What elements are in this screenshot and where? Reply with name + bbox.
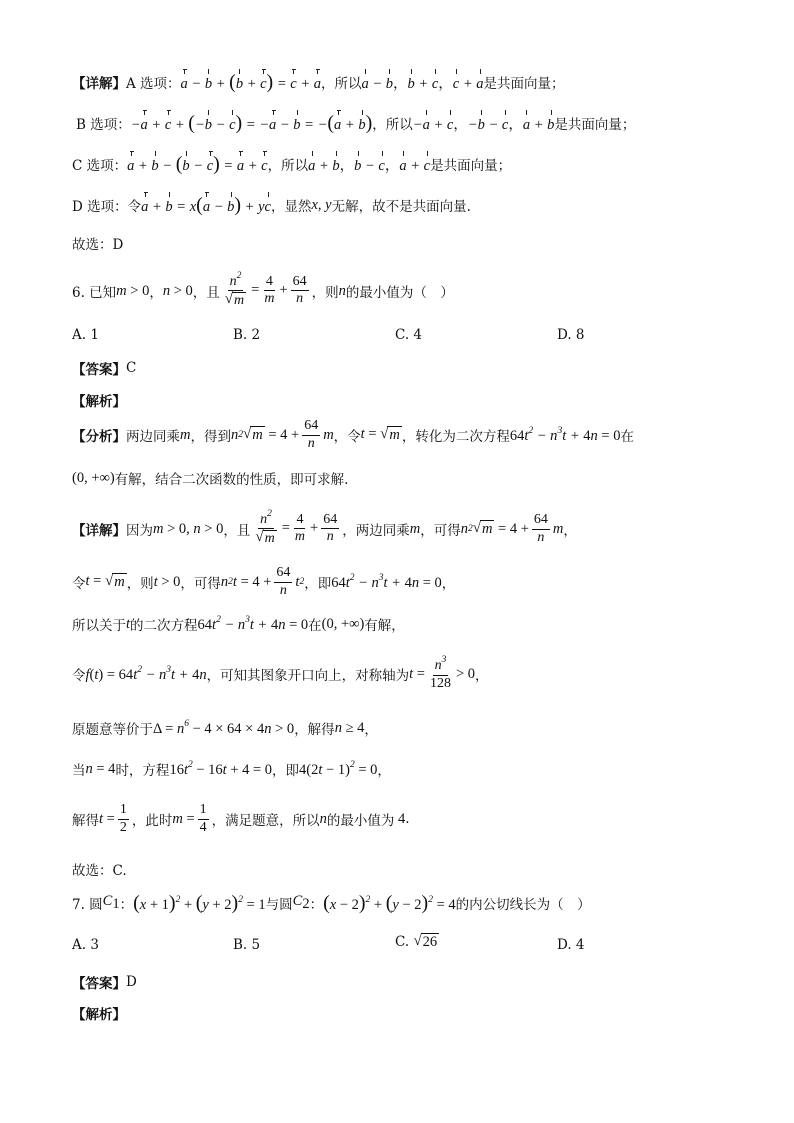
q5-conclusion [72, 233, 123, 253]
q6-option-b: B. 2 [233, 327, 261, 343]
analysis-label-2: 【解析】 [72, 1007, 126, 1023]
q5-d-prefix: D 选项：令 [72, 199, 142, 215]
q6-d6-c: ，即 [272, 763, 300, 779]
q5-d-xy: x, y [311, 196, 332, 213]
q6-d6-a: 当 [72, 763, 86, 779]
q6-d6-square: $4(2t - 1)^2 = 0$ [299, 759, 378, 778]
q6-d4-a: 令 [72, 668, 86, 684]
q5-c-so: ，所以 [267, 158, 309, 174]
q6-d1-c: ，两边同乘 [342, 523, 410, 539]
q6-d6-n4: n = 4 [85, 760, 116, 777]
q6-option-d: D. 8 [557, 327, 585, 343]
q6-stem-end: 的最小值为（ ） [345, 285, 454, 301]
q6-analysis-text-e: 在 [620, 429, 634, 445]
q6-d7-m: m = $\frac{1}{4}$ [172, 801, 207, 835]
q6-d3-a: 所以关于 [72, 618, 126, 634]
q5-d-tail: ，显然 [270, 199, 312, 215]
q6-d2-d: ，即 [304, 576, 332, 592]
q6-option-c: C. 4 [395, 327, 423, 343]
q6-d7-var-n: n [319, 810, 327, 827]
q7-circle-c2-name: $C_2$ [292, 893, 310, 912]
q6-stem-prefix: 6. 已知 [72, 285, 117, 301]
q6-d3-var-t: t [126, 615, 131, 632]
q6-d4-function: $f(t) = 64t^2 - n^3t + 4n$ [85, 664, 207, 683]
q6-var-n: n [338, 282, 346, 299]
q6-analysis-text-b: ，得到 [190, 429, 231, 445]
q6-d7-c: ，满足题意，所以 [211, 813, 320, 829]
q6-d4-axis: t = $\frac{n^3}{128}$ > 0 [409, 655, 475, 691]
q6-analysis-heading [72, 390, 126, 410]
detail-label-2: 【详解】 [72, 523, 126, 539]
q6-d7-e: . [405, 811, 410, 827]
q6-d3-d: 有解， [364, 618, 405, 634]
q6-analysis-text-a: 两边同乘 [126, 429, 180, 445]
q7-option-c [395, 933, 439, 951]
q6-detail-line-4: 令 $f(t) = 64t^2 - n^3t + 4n$ ，可知其图象开口向上，对称轴为 t = $\frac{n^3}{128}$ > 0 ， [72, 655, 489, 691]
q6-d2-a: 令 [72, 576, 86, 592]
q6-d4-b: ，可知其图象开口向上，对称轴为 [206, 668, 410, 684]
q6-d7-d: 的最小值为 [326, 813, 395, 829]
q7-option-a: A. 3 [72, 937, 99, 953]
q5-a-expression: a − b + (b + c) = c + a [180, 70, 321, 93]
q5-b-expression: −a + c + (−b − c) = −a − b = −(a + b) [130, 111, 373, 134]
q6-option-a: A. 1 [72, 327, 99, 343]
q7-answer-value: D [126, 974, 137, 990]
q6-stem-tail: ，则 [311, 285, 339, 301]
q6-detail-line-5: 原题意等价于 $\Delta = n^6 - 4 \times 64 \times 4n > 0$ ，解得 n ≥ 4 ， [72, 718, 378, 738]
q5-a-so: ，所以 [321, 76, 362, 92]
q6-d7-t: t = $\frac{1}{2}$ [99, 801, 127, 835]
q6-stem: 6. 已知 m > 0 ， n > 0 ，且 $n^2$ √ m = $\frac{4}{m}$ + $\frac{64}{n}$ ，则 n 的最小值为（ ） [72, 270, 454, 309]
q6-d7-a: 解得 [72, 813, 99, 829]
q6-d5-b: ，解得 [294, 722, 335, 738]
answer-label: 【答案】 [72, 362, 126, 378]
q5-d-expression: a + b = x(a − b) + yc [141, 193, 271, 216]
q5-option-d-line [72, 193, 471, 217]
q6-cond-m: m > 0 [116, 282, 150, 299]
q6-d1-result: n 2 √ m = 4 + $\frac{64}{n}$ m [460, 511, 564, 545]
q6-analysis-text-c: ，令 [333, 429, 361, 445]
q5-c-vectors: a + b，b − c，a + c [308, 157, 431, 174]
q6-detail-line-1: 【详解】 因为 m > 0, n > 0 ，且 $n^2$ √ m = $\frac{4}{m}$ + $\frac{64}{n}$ ，两边同乘 m ，可得 n 2 √ m = 4 + $\frac{64}{n}$ m ， [72, 508, 577, 547]
q7-stem-prefix: 7. 圆 [72, 897, 103, 913]
q6-stem-mid: ，且 [192, 285, 220, 301]
q6-d1-var-m: m [409, 520, 421, 537]
q6-d2-b: ，则 [126, 576, 154, 592]
q6-d3-b: 的二次方程 [130, 618, 198, 634]
q5-a-vectors: a − b，b + c，c + a [361, 75, 484, 92]
q7-circle-c1-equation: $(x + 1)^2 + (y + 2)^2 = 1$ [133, 891, 266, 914]
q6-analysis-sub: t = √ m [360, 425, 400, 443]
q7-answer [72, 972, 137, 992]
q6-d2-c: ，可得 [180, 576, 221, 592]
q7-stem-end: 的内公切线长为（ ） [455, 897, 591, 913]
q6-d1-a: 因为 [126, 523, 153, 539]
q6-d7-b: ，此时 [131, 813, 173, 829]
detail-label: 【详解】 [72, 76, 126, 92]
q6-analysis-line-1 [72, 413, 634, 457]
q7-option-d: D. 4 [557, 937, 585, 953]
q6-d2-quadratic: $64t^2 - n^3t + 4n = 0$ [331, 572, 442, 591]
q6-d1-cond: m > 0, n > 0 [153, 520, 224, 537]
q6-d6-b: 时，方程 [115, 763, 170, 779]
q6-d5-result: n ≥ 4 [334, 719, 365, 736]
q6-conclusion [72, 859, 127, 879]
q6-detail-line-7 [72, 797, 410, 841]
q5-option-b-line [76, 111, 635, 135]
q6-d2-sub: t = √ m [85, 572, 125, 590]
q6-d1-b: ，且 [223, 523, 251, 539]
q6-d3-interval: (0, +∞) [321, 615, 365, 632]
q7-option-b: B. 5 [233, 937, 261, 953]
q6-d3-c: 在 [308, 618, 322, 634]
q6-detail-line-3 [72, 612, 405, 636]
q6-answer [72, 358, 136, 378]
q6-analysis-text-2: 有解，结合二次函数的性质，即可求解. [114, 472, 349, 488]
q7-analysis-heading [72, 1003, 126, 1023]
q7-option-c-label: C. [395, 934, 410, 951]
q6-detail-line-6: 当 n = 4 时，方程 $16t^2 - 16t + 4 = 0$ ，即 $4(2t - 1)^2 = 0$ ， [72, 759, 391, 779]
q5-a-prefix: A 选项： [126, 76, 181, 92]
q6-d6-equation: $16t^2 - 16t + 4 = 0$ [169, 759, 273, 778]
q6-d1-equation: $n^2$ √ m = $\frac{4}{m}$ + $\frac{64}{n}$ [255, 508, 338, 547]
q6-analysis-text-d: ，转化为二次方程 [401, 429, 510, 445]
q5-b-coplanar: 是共面向量； [554, 117, 636, 133]
q6-conclusion-text: 故选：C. [72, 863, 127, 879]
q5-b-vectors: −a + c，−b − c，a + b [412, 116, 555, 133]
q6-d1-d: ，可得 [420, 523, 461, 539]
q5-b-prefix: B 选项： [76, 117, 131, 133]
q7-circle-c1-name: $C_1$ [102, 893, 120, 912]
q6-d5-a: 原题意等价于 [72, 722, 153, 738]
q5-b-so: ，所以 [372, 117, 413, 133]
q5-a-coplanar: 是共面向量； [483, 76, 565, 92]
q5-conclusion-text: 故选：D [72, 237, 124, 253]
q6-analysis-quadratic: $64t^2 - n^3t + 4n = 0$ [509, 425, 621, 444]
q7-option-c-value: √ 26 [413, 933, 438, 950]
q6-analysis-eq1: n 2 √ m = 4 + $\frac{64}{n}$ m [230, 417, 334, 451]
q6-d5-discriminant: $\Delta = n^6 - 4 \times 64 \times 4n > 0$ [153, 718, 295, 737]
q7-stem: 7. 圆 $C_1$ ： $(x + 1)^2 + (y + 2)^2 = 1$ 与圆 $C_2$ ： $(x - 2)^2 + (y - 2)^2 = 4$ 的内公切线长为（ ） [72, 891, 591, 914]
q6-d2-tpos: t > 0 [153, 573, 181, 590]
q6-analysis-var-m: m [180, 426, 191, 443]
analysis-head-label: 【分析】 [72, 429, 126, 445]
q5-d-tail2: 无解，故不是共面向量. [331, 199, 471, 215]
q6-answer-value: C [126, 360, 137, 376]
q7-stem-mid: 与圆 [265, 897, 293, 913]
q7-circle-c2-equation: $(x - 2)^2 + (y - 2)^2 = 4$ [323, 891, 456, 914]
q6-cond-n: n > 0 [162, 282, 193, 299]
q6-analysis-interval: (0, +∞) [72, 469, 115, 486]
q6-detail-line-2: 令 t = √ m ，则 t > 0 ，可得 n 2 t = 4 + $\frac{64}{n}$ t 2 ，即 $64t^2 - n^3t + 4n = 0$ ， [72, 564, 456, 598]
q6-d2-eq: n 2 t = 4 + $\frac{64}{n}$ t 2 [220, 564, 305, 598]
analysis-label: 【解析】 [72, 394, 126, 410]
answer-label-2: 【答案】 [72, 976, 126, 992]
q5-c-prefix: C 选项： [72, 158, 128, 174]
q5-option-a-line [72, 70, 565, 94]
q6-d7-min-value: 4 [394, 810, 406, 827]
q6-analysis-line-2 [72, 467, 348, 489]
q6-d3-quadratic: $64t^2 - n^3t + 4n = 0$ [197, 614, 309, 633]
q5-c-coplanar: 是共面向量； [430, 158, 512, 174]
q5-option-c-line [72, 152, 511, 176]
q5-c-expression: a + b − (b − c) = a + c [127, 152, 268, 175]
q6-equation: $n^2$ √ m = $\frac{4}{m}$ + $\frac{64}{n}$ [224, 270, 307, 309]
